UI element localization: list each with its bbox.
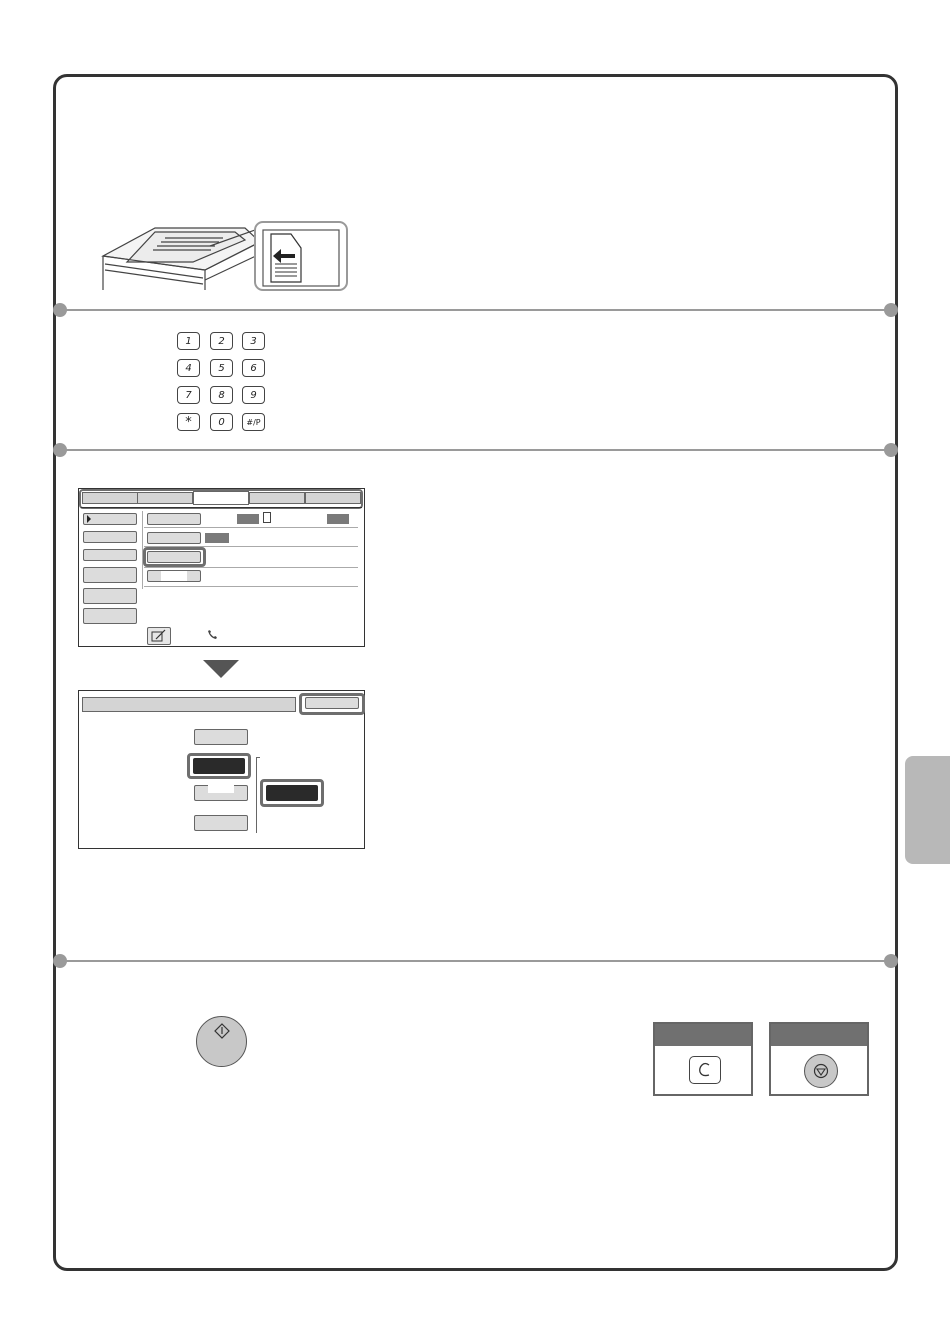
option-button-2-selected[interactable] xyxy=(193,758,245,774)
stop-key-panel xyxy=(769,1022,869,1096)
sub-option-selected[interactable] xyxy=(266,785,318,801)
stop-key-header xyxy=(771,1024,867,1046)
stop-icon xyxy=(812,1062,830,1080)
setting-button-1[interactable] xyxy=(147,513,201,525)
side-button-6[interactable] xyxy=(83,608,137,624)
key-9[interactable]: 9 xyxy=(242,386,265,404)
side-button-3[interactable] xyxy=(83,549,137,561)
chapter-side-tab xyxy=(905,756,950,864)
touch-panel-main-screen xyxy=(78,488,365,647)
option-button-4[interactable] xyxy=(194,815,248,831)
setting-icon-1 xyxy=(263,512,271,523)
key-4[interactable]: 4 xyxy=(177,359,200,377)
setting-indicator-2 xyxy=(327,514,349,524)
key-5[interactable]: 5 xyxy=(210,359,233,377)
clear-key-panel xyxy=(653,1022,753,1096)
key-6[interactable]: 6 xyxy=(242,359,265,377)
option-bracket-tick xyxy=(256,757,260,758)
setting-title-bar xyxy=(82,697,296,712)
option-bracket-line xyxy=(256,757,257,833)
key-0[interactable]: 0 xyxy=(210,413,233,431)
option-button-3-gap xyxy=(208,784,234,793)
key-3[interactable]: 3 xyxy=(242,332,265,350)
side-button-4[interactable] xyxy=(83,567,137,583)
tab-underline xyxy=(81,507,362,508)
document-feeder-illustration xyxy=(95,218,355,294)
key-star[interactable]: * xyxy=(177,413,200,431)
divider-dot-left xyxy=(53,954,67,968)
touch-panel-setting-screen xyxy=(78,690,365,849)
start-icon xyxy=(213,1022,231,1040)
row-line-1 xyxy=(144,527,358,528)
key-8[interactable]: 8 xyxy=(210,386,233,404)
step-divider-3 xyxy=(60,960,890,962)
divider-dot-left xyxy=(53,303,67,317)
tabs-highlight xyxy=(79,489,363,509)
job-edit-icon xyxy=(151,629,167,643)
divider-dot-right xyxy=(884,954,898,968)
side-button-2[interactable] xyxy=(83,531,137,543)
ok-button-highlight xyxy=(299,693,365,715)
divider-dot-right xyxy=(884,303,898,317)
clear-c-icon xyxy=(698,1062,712,1078)
setting-indicator-3 xyxy=(205,533,229,543)
divider-dot-left xyxy=(53,443,67,457)
setting-button-2[interactable] xyxy=(147,532,201,544)
setting-button-3-highlight xyxy=(143,547,206,567)
down-arrow-icon xyxy=(203,660,239,678)
phone-line-icon xyxy=(207,629,219,639)
key-2[interactable]: 2 xyxy=(210,332,233,350)
setting-button-4-gap xyxy=(161,571,187,581)
selected-arrow-icon xyxy=(87,515,91,523)
row-line-4 xyxy=(144,586,358,587)
setting-indicator-1 xyxy=(237,514,259,524)
key-1[interactable]: 1 xyxy=(177,332,200,350)
side-button-1[interactable] xyxy=(83,513,137,525)
row-line-3 xyxy=(144,567,358,568)
clear-key-header xyxy=(655,1024,751,1046)
step-divider-1 xyxy=(60,309,890,311)
step-divider-2 xyxy=(60,449,890,451)
divider-dot-right xyxy=(884,443,898,457)
key-7[interactable]: 7 xyxy=(177,386,200,404)
side-button-5[interactable] xyxy=(83,588,137,604)
option-button-1[interactable] xyxy=(194,729,248,745)
key-hash-p[interactable]: #/P xyxy=(242,413,265,431)
